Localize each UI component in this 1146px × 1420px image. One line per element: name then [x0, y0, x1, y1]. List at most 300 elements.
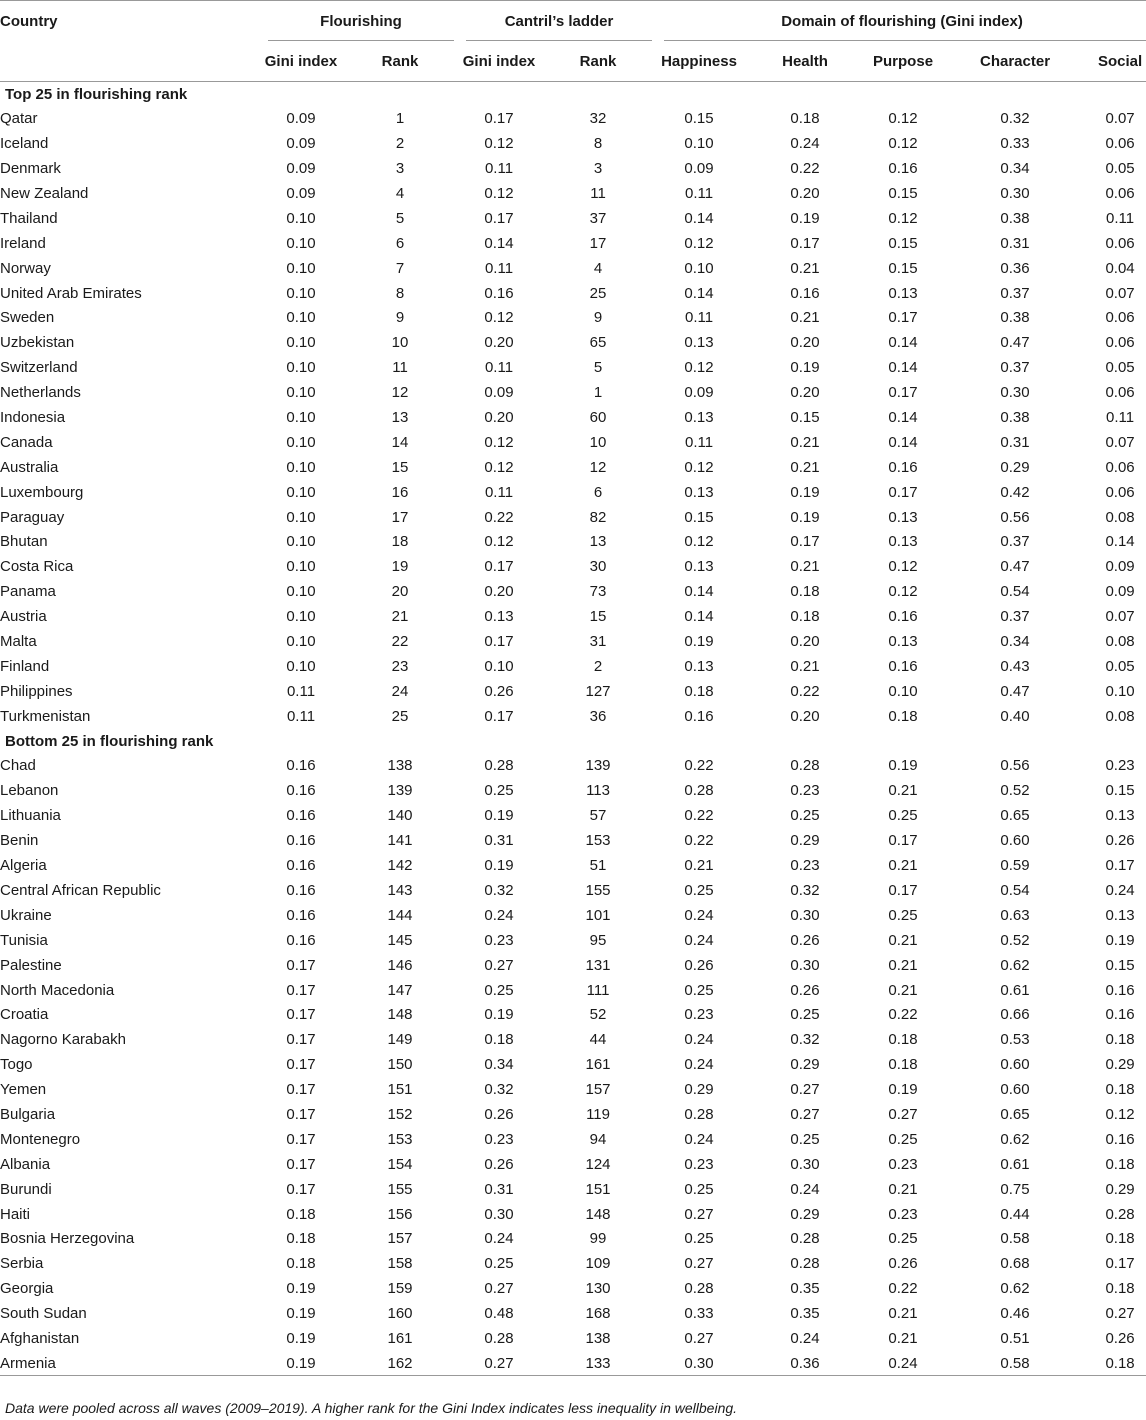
table-row — [0, 1177, 1146, 1202]
cell-character: 0.34 — [1000, 633, 1030, 651]
cell-flourishing-rank: 17 — [391, 508, 409, 526]
cell-flourishing-gini: 0.17 — [286, 1081, 316, 1099]
cell-cantril-gini: 0.14 — [484, 234, 514, 252]
cell-cantril-rank: 36 — [589, 707, 607, 725]
cell-cantril-rank: 17 — [589, 234, 607, 252]
cell-flourishing-gini: 0.10 — [286, 458, 316, 476]
section-title-bottom: Bottom 25 in flourishing rank — [5, 732, 214, 750]
cell-country: Ukraine — [0, 906, 52, 924]
cell-character: 0.34 — [1000, 160, 1030, 178]
cell-cantril-rank: 138 — [585, 1329, 611, 1347]
table-row — [0, 1326, 1146, 1351]
cell-flourishing-rank: 8 — [395, 284, 405, 302]
header-flourishing: Flourishing — [262, 1, 460, 42]
cell-happiness: 0.26 — [684, 956, 714, 974]
cell-character: 0.30 — [1000, 384, 1030, 402]
cell-purpose: 0.12 — [888, 135, 918, 153]
cell-cantril-rank: 161 — [585, 1056, 611, 1074]
table-row — [0, 206, 1146, 231]
cell-happiness: 0.22 — [684, 807, 714, 825]
subheader-cantril-rank: Rank — [579, 52, 617, 70]
cell-flourishing-gini: 0.17 — [286, 1180, 316, 1198]
cell-health: 0.17 — [790, 533, 820, 551]
cell-flourishing-rank: 153 — [387, 1130, 413, 1148]
cell-cantril-rank: 32 — [589, 110, 607, 128]
cell-flourishing-gini: 0.18 — [286, 1255, 316, 1273]
cell-country: Tunisia — [0, 931, 48, 949]
cell-purpose: 0.16 — [888, 458, 918, 476]
cell-happiness: 0.22 — [684, 832, 714, 850]
cell-health: 0.23 — [790, 857, 820, 875]
cell-health: 0.25 — [790, 1006, 820, 1024]
cell-flourishing-gini: 0.09 — [286, 135, 316, 153]
cell-flourishing-gini: 0.10 — [286, 483, 316, 501]
footnote: Data were pooled across all waves (2009–2019). A higher rank for the Gini Index indicates less inequality in wellbeing. — [5, 1400, 738, 1416]
cell-happiness: 0.25 — [684, 881, 714, 899]
cell-character: 0.58 — [1000, 1354, 1030, 1372]
cell-cantril-gini: 0.17 — [484, 707, 514, 725]
cell-social: 0.07 — [1105, 110, 1135, 128]
cell-country: Netherlands — [0, 384, 81, 402]
cell-flourishing-rank: 161 — [387, 1329, 413, 1347]
cell-cantril-rank: 11 — [590, 185, 606, 202]
cell-cantril-gini: 0.11 — [484, 483, 514, 501]
table-body — [0, 82, 1146, 1376]
cell-character: 0.62 — [1000, 1130, 1030, 1148]
cell-cantril-gini: 0.17 — [484, 558, 514, 576]
subheader-flourishing-rank: Rank — [381, 52, 419, 70]
cell-happiness: 0.15 — [684, 508, 714, 526]
subheader-social: Social — [1097, 52, 1143, 70]
cell-flourishing-gini: 0.16 — [286, 857, 316, 875]
cell-character: 0.30 — [1000, 185, 1030, 202]
cell-country: Switzerland — [0, 359, 78, 377]
cell-character: 0.29 — [1000, 458, 1030, 476]
cell-purpose: 0.24 — [888, 1354, 918, 1372]
cell-purpose: 0.17 — [888, 881, 918, 899]
cell-happiness: 0.25 — [684, 981, 714, 999]
cell-cantril-rank: 168 — [585, 1305, 611, 1323]
cell-cantril-rank: 153 — [585, 832, 611, 850]
cell-social: 0.16 — [1105, 1130, 1135, 1148]
cell-country: Burundi — [0, 1180, 52, 1198]
cell-purpose: 0.17 — [888, 832, 918, 850]
cell-health: 0.24 — [790, 1180, 820, 1198]
cell-flourishing-gini: 0.10 — [286, 433, 316, 451]
cell-character: 0.37 — [1000, 608, 1030, 626]
cell-character: 0.56 — [1000, 757, 1030, 775]
cell-character: 0.43 — [1000, 657, 1030, 675]
cell-country: Norway — [0, 259, 51, 277]
cell-health: 0.18 — [790, 608, 820, 626]
cell-social: 0.11 — [1105, 409, 1135, 427]
cell-country: Uzbekistan — [0, 334, 75, 352]
cell-cantril-rank: 109 — [585, 1255, 611, 1273]
cell-country: United Arab Emirates — [0, 284, 142, 302]
cell-happiness: 0.15 — [684, 110, 714, 128]
header-domain: Domain of flourishing (Gini index) — [658, 1, 1146, 42]
cell-happiness: 0.27 — [684, 1205, 714, 1223]
cell-cantril-rank: 95 — [589, 931, 607, 949]
cell-country: Costa Rica — [0, 558, 74, 576]
cell-social: 0.18 — [1105, 1230, 1135, 1248]
cell-health: 0.28 — [790, 1255, 820, 1273]
cell-country: Finland — [0, 657, 50, 675]
cell-purpose: 0.10 — [888, 682, 918, 700]
cell-cantril-gini: 0.11 — [484, 160, 514, 178]
cell-health: 0.27 — [790, 1081, 820, 1099]
cell-cantril-gini: 0.16 — [484, 284, 514, 302]
cell-happiness: 0.09 — [684, 160, 714, 178]
table-row — [0, 256, 1146, 281]
cell-cantril-gini: 0.19 — [484, 857, 514, 875]
cell-flourishing-gini: 0.16 — [286, 782, 316, 800]
cell-purpose: 0.13 — [888, 633, 918, 651]
cell-country: Croatia — [0, 1006, 49, 1024]
cell-cantril-rank: 82 — [589, 508, 607, 526]
table-row — [0, 828, 1146, 853]
cell-cantril-gini: 0.22 — [484, 508, 514, 526]
cell-flourishing-gini: 0.16 — [286, 931, 316, 949]
cell-flourishing-rank: 146 — [387, 956, 413, 974]
cell-happiness: 0.19 — [684, 633, 714, 651]
cell-flourishing-rank: 12 — [391, 384, 409, 402]
cell-social: 0.07 — [1105, 608, 1135, 626]
cell-happiness: 0.14 — [684, 583, 714, 601]
cell-cantril-gini: 0.11 — [484, 359, 514, 377]
cell-health: 0.36 — [790, 1354, 820, 1372]
table-row — [0, 1077, 1146, 1102]
cell-cantril-gini: 0.24 — [484, 906, 514, 924]
cell-purpose: 0.25 — [888, 1230, 918, 1248]
cell-cantril-rank: 73 — [589, 583, 607, 601]
cell-cantril-gini: 0.26 — [484, 1105, 514, 1123]
cell-cantril-rank: 8 — [593, 135, 603, 153]
cell-character: 0.59 — [1000, 857, 1030, 875]
cell-cantril-rank: 13 — [589, 533, 607, 551]
cell-character: 0.52 — [1000, 931, 1030, 949]
cell-flourishing-rank: 16 — [391, 483, 409, 501]
cell-purpose: 0.19 — [888, 1081, 918, 1099]
cell-purpose: 0.14 — [888, 433, 918, 451]
cell-happiness: 0.12 — [684, 234, 714, 252]
cell-cantril-gini: 0.30 — [484, 1205, 514, 1223]
cell-happiness: 0.13 — [684, 483, 714, 501]
cell-happiness: 0.11 — [684, 309, 714, 327]
cell-cantril-gini: 0.20 — [484, 409, 514, 427]
cell-flourishing-gini: 0.18 — [286, 1230, 316, 1248]
cell-flourishing-rank: 24 — [391, 682, 409, 700]
cell-cantril-gini: 0.25 — [484, 981, 514, 999]
cell-flourishing-rank: 22 — [391, 633, 409, 651]
cell-cantril-gini: 0.12 — [484, 135, 514, 153]
cell-cantril-rank: 94 — [589, 1130, 607, 1148]
cell-purpose: 0.22 — [888, 1006, 918, 1024]
cell-social: 0.16 — [1105, 981, 1135, 999]
cell-flourishing-rank: 158 — [387, 1255, 413, 1273]
cell-flourishing-gini: 0.10 — [286, 209, 316, 227]
cell-health: 0.30 — [790, 1155, 820, 1173]
cell-cantril-gini: 0.17 — [484, 633, 514, 651]
cell-cantril-gini: 0.27 — [484, 1354, 514, 1372]
cell-purpose: 0.15 — [888, 234, 918, 252]
cell-happiness: 0.12 — [684, 533, 714, 551]
cell-happiness: 0.27 — [684, 1329, 714, 1347]
cell-flourishing-gini: 0.10 — [286, 309, 316, 327]
cell-social: 0.23 — [1105, 757, 1135, 775]
cell-country: Palestine — [0, 956, 62, 974]
table-row — [0, 1276, 1146, 1301]
cell-flourishing-gini: 0.17 — [286, 1130, 316, 1148]
cell-cantril-gini: 0.12 — [484, 309, 514, 327]
cell-cantril-rank: 52 — [589, 1006, 607, 1024]
cell-character: 0.62 — [1000, 1280, 1030, 1298]
cell-purpose: 0.16 — [888, 160, 918, 178]
cell-purpose: 0.17 — [888, 384, 918, 402]
cell-health: 0.16 — [790, 284, 820, 302]
cell-purpose: 0.17 — [888, 483, 918, 501]
cell-cantril-rank: 15 — [589, 608, 607, 626]
cell-flourishing-gini: 0.10 — [286, 657, 316, 675]
cell-health: 0.30 — [790, 906, 820, 924]
cell-country: Bosnia Herzegovina — [0, 1230, 135, 1248]
cell-social: 0.24 — [1105, 881, 1135, 899]
cell-social: 0.07 — [1105, 433, 1135, 451]
table-row — [0, 380, 1146, 405]
cell-cantril-rank: 133 — [585, 1354, 611, 1372]
cell-health: 0.29 — [790, 1205, 820, 1223]
cell-flourishing-gini: 0.16 — [286, 881, 316, 899]
cell-flourishing-gini: 0.10 — [286, 359, 316, 377]
cell-purpose: 0.14 — [888, 359, 918, 377]
cell-purpose: 0.18 — [888, 1031, 918, 1049]
cell-flourishing-rank: 4 — [395, 185, 405, 202]
cell-social: 0.06 — [1105, 185, 1135, 202]
cell-flourishing-gini: 0.10 — [286, 583, 316, 601]
cell-happiness: 0.14 — [684, 209, 714, 227]
cell-cantril-gini: 0.34 — [484, 1056, 514, 1074]
table-row — [0, 928, 1146, 953]
table-row — [0, 1102, 1146, 1127]
cell-cantril-rank: 25 — [589, 284, 607, 302]
cell-purpose: 0.21 — [888, 782, 918, 800]
cell-social: 0.04 — [1105, 259, 1135, 277]
cell-flourishing-gini: 0.17 — [286, 1155, 316, 1173]
cell-health: 0.19 — [790, 483, 820, 501]
cell-cantril-rank: 12 — [589, 458, 607, 476]
cell-health: 0.19 — [790, 359, 820, 377]
cell-happiness: 0.10 — [684, 135, 714, 153]
cell-flourishing-gini: 0.10 — [286, 384, 316, 402]
cell-country: Albania — [0, 1155, 51, 1173]
cell-character: 0.65 — [1000, 1105, 1030, 1123]
cell-flourishing-rank: 143 — [387, 881, 413, 899]
cell-health: 0.25 — [790, 1130, 820, 1148]
cell-flourishing-rank: 160 — [387, 1305, 413, 1323]
cell-character: 0.40 — [1000, 707, 1030, 725]
cell-health: 0.28 — [790, 757, 820, 775]
cell-cantril-rank: 31 — [589, 633, 607, 651]
cell-country: Montenegro — [0, 1130, 81, 1148]
table-row — [0, 778, 1146, 803]
cell-flourishing-gini: 0.16 — [286, 807, 316, 825]
cell-flourishing-rank: 10 — [391, 334, 409, 352]
cell-cantril-rank: 6 — [593, 483, 603, 501]
header-cantril: Cantril’s ladder — [460, 1, 658, 42]
cell-country: Indonesia — [0, 409, 66, 427]
cell-flourishing-gini: 0.19 — [286, 1329, 316, 1347]
cell-happiness: 0.13 — [684, 409, 714, 427]
cell-flourishing-rank: 147 — [387, 981, 413, 999]
cell-character: 0.62 — [1000, 956, 1030, 974]
cell-flourishing-rank: 156 — [387, 1205, 413, 1223]
cell-flourishing-gini: 0.10 — [286, 409, 316, 427]
cell-happiness: 0.13 — [684, 558, 714, 576]
cell-happiness: 0.25 — [684, 1230, 714, 1248]
cell-health: 0.20 — [790, 707, 820, 725]
cell-happiness: 0.29 — [684, 1081, 714, 1099]
cell-flourishing-rank: 23 — [391, 657, 409, 675]
cell-flourishing-rank: 1 — [395, 110, 405, 128]
cell-cantril-gini: 0.31 — [484, 832, 514, 850]
table-row — [0, 405, 1146, 430]
cell-flourishing-gini: 0.17 — [286, 1056, 316, 1074]
cell-flourishing-rank: 157 — [387, 1230, 413, 1248]
cell-flourishing-rank: 13 — [391, 409, 409, 427]
cell-purpose: 0.17 — [888, 309, 918, 327]
cell-flourishing-rank: 150 — [387, 1056, 413, 1074]
cell-cantril-rank: 148 — [585, 1205, 611, 1223]
cell-flourishing-rank: 3 — [395, 160, 405, 178]
cell-character: 0.47 — [1000, 334, 1030, 352]
cell-cantril-gini: 0.25 — [484, 1255, 514, 1273]
table-row — [0, 281, 1146, 306]
cell-social: 0.06 — [1105, 334, 1135, 352]
subheader-happiness: Happiness — [661, 52, 737, 70]
cell-social: 0.17 — [1105, 1255, 1135, 1273]
cell-country: Thailand — [0, 209, 58, 227]
cell-purpose: 0.13 — [888, 533, 918, 551]
cell-cantril-rank: 139 — [585, 757, 611, 775]
cell-flourishing-gini: 0.19 — [286, 1354, 316, 1372]
cell-cantril-gini: 0.09 — [484, 384, 514, 402]
cell-social: 0.19 — [1105, 931, 1135, 949]
cell-social: 0.28 — [1105, 1205, 1135, 1223]
cell-character: 0.56 — [1000, 508, 1030, 526]
cell-cantril-gini: 0.24 — [484, 1230, 514, 1248]
cell-health: 0.27 — [790, 1105, 820, 1123]
cell-happiness: 0.22 — [684, 757, 714, 775]
cell-health: 0.15 — [790, 409, 820, 427]
cell-cantril-gini: 0.27 — [484, 1280, 514, 1298]
cell-cantril-gini: 0.18 — [484, 1031, 514, 1049]
cell-social: 0.09 — [1105, 583, 1135, 601]
cell-social: 0.13 — [1105, 807, 1135, 825]
section-row-bottom — [0, 729, 1146, 754]
cell-purpose: 0.21 — [888, 1180, 918, 1198]
cell-health: 0.32 — [790, 881, 820, 899]
table-row — [0, 978, 1146, 1003]
cell-country: Turkmenistan — [0, 707, 91, 725]
cell-character: 0.47 — [1000, 558, 1030, 576]
cell-health: 0.18 — [790, 110, 820, 128]
cell-cantril-gini: 0.26 — [484, 682, 514, 700]
table-row — [0, 629, 1146, 654]
cell-happiness: 0.23 — [684, 1155, 714, 1173]
cell-social: 0.06 — [1105, 309, 1135, 327]
table-row — [0, 1226, 1146, 1251]
cell-country: Central African Republic — [0, 881, 161, 899]
cell-flourishing-gini: 0.19 — [286, 1305, 316, 1323]
cell-social: 0.05 — [1105, 359, 1135, 377]
table-row — [0, 1027, 1146, 1052]
cell-flourishing-gini: 0.16 — [286, 832, 316, 850]
cell-purpose: 0.13 — [888, 508, 918, 526]
cell-health: 0.20 — [790, 334, 820, 352]
cell-character: 0.65 — [1000, 807, 1030, 825]
cell-flourishing-rank: 144 — [387, 906, 413, 924]
cell-happiness: 0.12 — [684, 458, 714, 476]
table-row — [0, 679, 1146, 704]
table-row — [0, 953, 1146, 978]
cell-flourishing-rank: 25 — [391, 707, 409, 725]
cell-flourishing-rank: 141 — [387, 832, 413, 850]
cell-cantril-rank: 130 — [585, 1280, 611, 1298]
cell-flourishing-gini: 0.10 — [286, 334, 316, 352]
cell-flourishing-rank: 2 — [395, 135, 405, 153]
cell-character: 0.60 — [1000, 1081, 1030, 1099]
cell-character: 0.38 — [1000, 209, 1030, 227]
table-row — [0, 1301, 1146, 1326]
cell-happiness: 0.10 — [684, 259, 714, 277]
cell-happiness: 0.11 — [684, 185, 714, 202]
cell-cantril-gini: 0.28 — [484, 1329, 514, 1347]
cell-health: 0.26 — [790, 931, 820, 949]
cell-social: 0.26 — [1105, 1329, 1135, 1347]
cell-social: 0.17 — [1105, 857, 1135, 875]
cell-purpose: 0.23 — [888, 1155, 918, 1173]
cell-country: Philippines — [0, 682, 73, 700]
cell-cantril-rank: 99 — [589, 1230, 607, 1248]
cell-country: Bhutan — [0, 533, 48, 551]
cell-social: 0.06 — [1105, 483, 1135, 501]
cell-happiness: 0.24 — [684, 1056, 714, 1074]
cell-purpose: 0.21 — [888, 956, 918, 974]
cell-cantril-gini: 0.19 — [484, 807, 514, 825]
cell-flourishing-rank: 5 — [395, 209, 405, 227]
cell-cantril-gini: 0.20 — [484, 334, 514, 352]
cell-flourishing-gini: 0.10 — [286, 533, 316, 551]
cell-happiness: 0.28 — [684, 1280, 714, 1298]
cell-happiness: 0.14 — [684, 608, 714, 626]
cell-social: 0.05 — [1105, 657, 1135, 675]
cell-purpose: 0.21 — [888, 1329, 918, 1347]
cell-character: 0.60 — [1000, 832, 1030, 850]
cell-social: 0.29 — [1105, 1180, 1135, 1198]
cell-social: 0.18 — [1105, 1031, 1135, 1049]
cell-purpose: 0.13 — [888, 284, 918, 302]
cell-health: 0.20 — [790, 633, 820, 651]
table-row — [0, 455, 1146, 480]
cell-country: Lebanon — [0, 782, 59, 800]
cell-country: Sweden — [0, 309, 55, 327]
cell-happiness: 0.24 — [684, 1130, 714, 1148]
cell-country: Lithuania — [0, 807, 61, 825]
cell-health: 0.21 — [790, 433, 820, 451]
cell-character: 0.66 — [1000, 1006, 1030, 1024]
table-row — [0, 853, 1146, 878]
cell-cantril-gini: 0.11 — [484, 259, 514, 277]
